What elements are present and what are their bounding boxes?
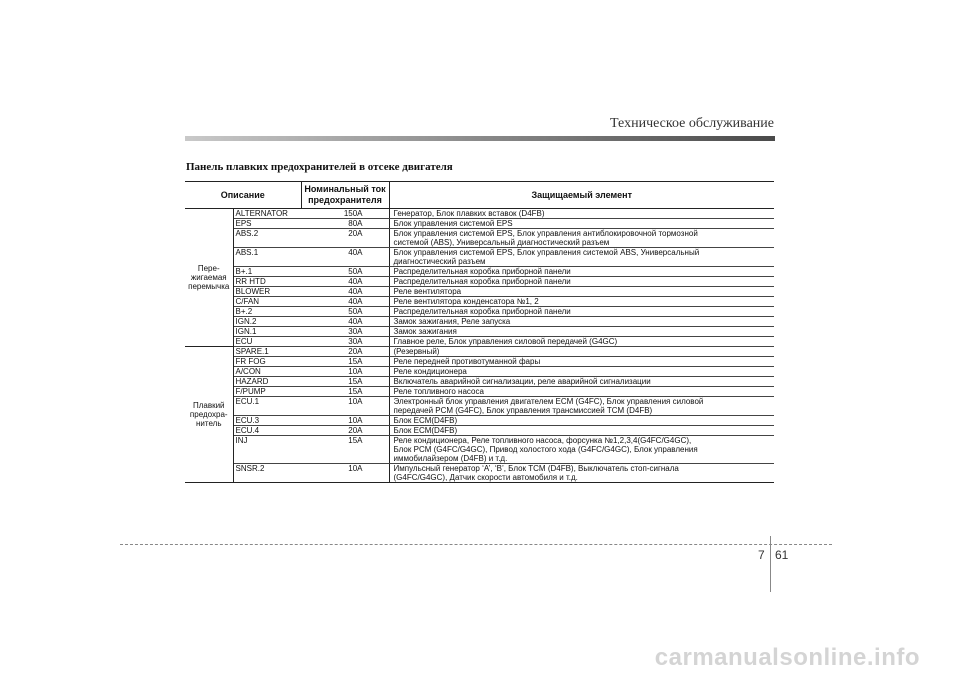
fuse-current: 40A — [301, 317, 389, 327]
protected-element-line: Блок ECM(D4FB) — [393, 426, 458, 435]
protected-element-line: Блок PCM (G4FC/G4GC), Привод холостого хода (G4FC/G4GC), Блок управления — [393, 445, 698, 454]
fuse-name: ABS.2 — [233, 229, 301, 248]
fuse-protected-element — [389, 327, 774, 337]
page-header-title: Техническое обслуживание — [610, 116, 774, 131]
fuse-current: 10A — [301, 416, 389, 426]
table-row — [185, 377, 774, 387]
fuse-protected-element — [389, 267, 774, 277]
fuse-protected-element — [389, 297, 774, 307]
protected-element-line: Блок управления системой EPS — [393, 219, 513, 228]
table-row — [185, 317, 774, 327]
fuse-name: RR HTD — [233, 277, 301, 287]
fuse-protected-element — [389, 248, 774, 267]
table-row — [185, 436, 774, 464]
table-row — [185, 357, 774, 367]
footer-vertical-line — [770, 536, 771, 592]
fuse-name: ECU — [233, 337, 301, 347]
fuse-current: 80A — [301, 219, 389, 229]
table-row — [185, 387, 774, 397]
fuse-current: 40A — [301, 297, 389, 307]
fuse-current: 15A — [301, 377, 389, 387]
fuse-protected-element — [389, 387, 774, 397]
page-number: 61 — [775, 548, 789, 562]
fuse-current: 40A — [301, 248, 389, 267]
fuse-protected-element — [389, 416, 774, 426]
protected-element-line: иммобилайзером (D4FB) и т.д. — [393, 454, 508, 463]
fuse-protected-element — [389, 464, 774, 483]
protected-element-line: Реле кондиционера, Реле топливного насоса, форсунка №1,2,3,4(G4FC/G4GC), — [393, 436, 692, 445]
protected-element-line: Включатель аварийной сигнализации, реле аварийной сигнализации — [393, 377, 651, 386]
fuse-name: ALTERNATOR — [233, 209, 301, 219]
fuse-protected-element — [389, 397, 774, 416]
table-row — [185, 267, 774, 277]
fuse-name: F/PUMP — [233, 387, 301, 397]
fuse-protected-element — [389, 337, 774, 347]
header-protected: Защищаемый элемент — [389, 182, 774, 209]
fuse-name: EPS — [233, 219, 301, 229]
table-row — [185, 426, 774, 436]
table-row — [185, 397, 774, 416]
header-rating: Номинальный ток предохранителя — [301, 182, 389, 209]
fuse-name: INJ — [233, 436, 301, 464]
protected-element-line: Блок управления системой EPS, Блок управления антиблокировочной тормозной — [393, 229, 698, 238]
protected-element-line: Реле передней противотуманной фары — [393, 357, 541, 366]
table-row — [185, 277, 774, 287]
fuse-name: IGN.1 — [233, 327, 301, 337]
fuse-name: FR FOG — [233, 357, 301, 367]
fuse-protected-element — [389, 307, 774, 317]
fuse-current: 40A — [301, 287, 389, 297]
fuse-name: ECU.3 — [233, 416, 301, 426]
fuse-protected-element — [389, 277, 774, 287]
fuse-current: 10A — [301, 397, 389, 416]
fuse-name: ECU.1 — [233, 397, 301, 416]
protected-element-line: Импульсный генератор ‘A’, ‘B’, Блок TCM (D4FB), Выключатель стоп-сигнала — [393, 464, 679, 473]
protected-element-line: Главное реле, Блок управления силовой передачей (G4GC) — [393, 337, 618, 346]
fuse-current: 10A — [301, 367, 389, 377]
table-row — [185, 248, 774, 267]
fuse-current: 40A — [301, 277, 389, 287]
protected-element-line: Электронный блок управления двигателем ECM (G4FC), Блок управления силовой — [393, 397, 704, 406]
page-chapter: 7 — [758, 548, 765, 562]
fuse-protected-element — [389, 347, 774, 357]
protected-element-line: системой (ABS), Универсальный диагностический разъем — [393, 238, 610, 247]
protected-element-line: Замок зажигания, Реле запуска — [393, 317, 511, 326]
table-row — [185, 416, 774, 426]
table-row — [185, 209, 774, 219]
fuse-name: B+.2 — [233, 307, 301, 317]
protected-element-line: Блок ECM(D4FB) — [393, 416, 458, 425]
footer-dashed-line — [120, 544, 832, 545]
fuse-current: 20A — [301, 229, 389, 248]
table-row — [185, 367, 774, 377]
protected-element-line: (G4FC/G4GC), Датчик скорости автомобиля и т.д. — [393, 473, 578, 482]
fuse-current: 20A — [301, 426, 389, 436]
table-row — [185, 287, 774, 297]
fuse-protected-element — [389, 219, 774, 229]
table-row — [185, 219, 774, 229]
protected-element-line: передачей PCM (G4FC), Блок управления трансмиссией TCM (D4FB) — [393, 406, 653, 415]
protected-element-line: Реле топливного насоса — [393, 387, 484, 396]
table-row — [185, 307, 774, 317]
table-header-row — [185, 182, 774, 209]
fuse-current: 10A — [301, 464, 389, 483]
protected-element-line: диагностический разъем — [393, 257, 486, 266]
fuse-current: 20A — [301, 347, 389, 357]
protected-element-line: Реле кондиционера — [393, 367, 467, 376]
fuse-protected-element — [389, 377, 774, 387]
fuse-protected-element — [389, 209, 774, 219]
protected-element-line: Распределительная коробка приборной панели — [393, 277, 571, 286]
fuse-table — [185, 181, 774, 483]
table-row — [185, 327, 774, 337]
fuse-protected-element — [389, 426, 774, 436]
protected-element-line: Распределительная коробка приборной панели — [393, 307, 571, 316]
fuse-name: SPARE.1 — [233, 347, 301, 357]
fuse-protected-element — [389, 367, 774, 377]
protected-element-line: (Резервный) — [393, 347, 440, 356]
table-row — [185, 297, 774, 307]
fuse-name: B+.1 — [233, 267, 301, 277]
table-row — [185, 464, 774, 483]
fuse-protected-element — [389, 357, 774, 367]
table-row — [185, 337, 774, 347]
header-rule — [185, 136, 775, 141]
section-title: Панель плавких предохранителей в отсеке двигателя — [186, 161, 453, 173]
fuse-name: SNSR.2 — [233, 464, 301, 483]
protected-element-line: Реле вентилятора конденсатора №1, 2 — [393, 297, 539, 306]
fuse-current: 30A — [301, 337, 389, 347]
fuse-current: 150A — [301, 209, 389, 219]
fuse-current: 15A — [301, 357, 389, 367]
header-description: Описание — [185, 182, 301, 209]
protected-element-line: Замок зажигания — [393, 327, 457, 336]
fuse-current: 50A — [301, 307, 389, 317]
group-label-fuse: Плавкий предохра-нитель — [185, 347, 233, 483]
fuse-current: 50A — [301, 267, 389, 277]
protected-element-line: Генератор, Блок плавких вставок (D4FB) — [393, 209, 545, 218]
fuse-name: ABS.1 — [233, 248, 301, 267]
fuse-current: 15A — [301, 387, 389, 397]
fuse-protected-element — [389, 436, 774, 464]
fuse-name: A/CON — [233, 367, 301, 377]
fuse-protected-element — [389, 317, 774, 327]
table-row — [185, 347, 774, 357]
fuse-current: 30A — [301, 327, 389, 337]
fuse-current: 15A — [301, 436, 389, 464]
protected-element-line: Блок управления системой EPS, Блок управления системой ABS, Универсальный — [393, 248, 700, 257]
fuse-protected-element — [389, 229, 774, 248]
watermark: carmanualsonline.info — [654, 644, 920, 671]
group-label-multi: Пере-жигаемая перемычка — [185, 209, 233, 347]
fuse-name: C/FAN — [233, 297, 301, 307]
protected-element-line: Распределительная коробка приборной панели — [393, 267, 571, 276]
fuse-name: IGN.2 — [233, 317, 301, 327]
fuse-name: ECU.4 — [233, 426, 301, 436]
protected-element-line: Реле вентилятора — [393, 287, 462, 296]
fuse-name: HAZARD — [233, 377, 301, 387]
fuse-protected-element — [389, 287, 774, 297]
fuse-name: BLOWER — [233, 287, 301, 297]
table-row — [185, 229, 774, 248]
